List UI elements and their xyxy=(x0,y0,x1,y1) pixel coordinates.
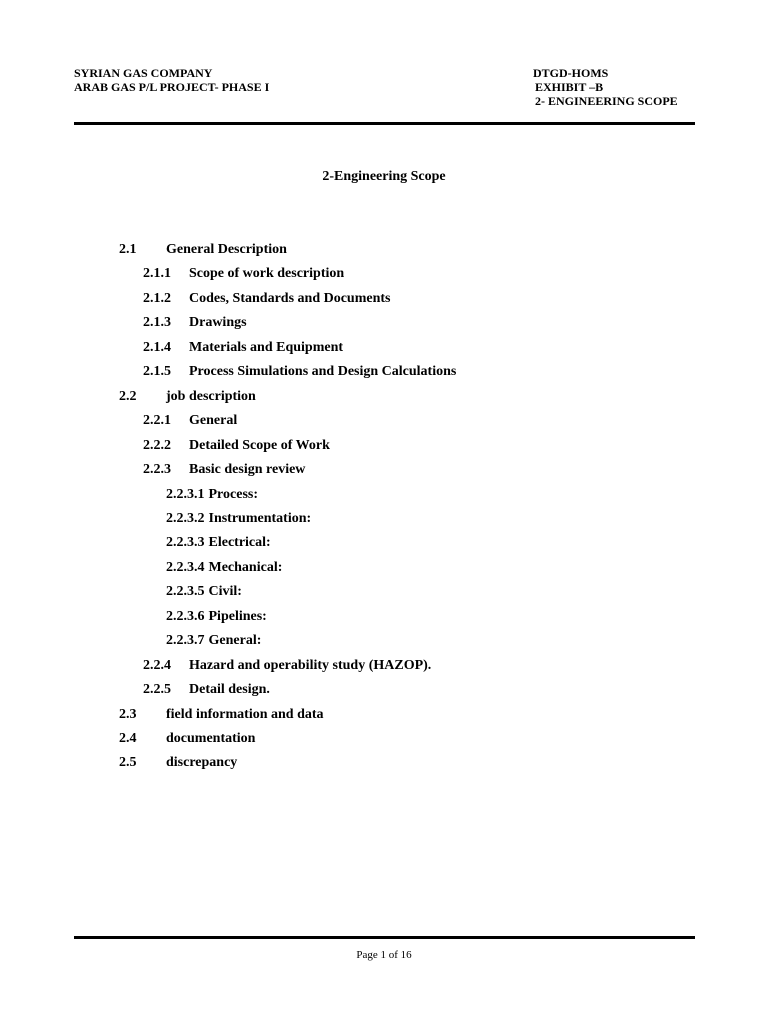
toc-entry-number: 2.2 xyxy=(119,389,137,404)
toc-entry-number: 2.2.3.2 xyxy=(166,511,205,526)
toc-entry-number: 2.1.4 xyxy=(143,340,171,355)
toc-entry-label: documentation xyxy=(166,731,256,746)
toc-entry-number: 2.2.3.6 xyxy=(166,609,205,624)
toc-entry-label: Civil: xyxy=(208,584,242,599)
toc-entry-number: 2.1.2 xyxy=(143,291,171,306)
toc-entry-label: field information and data xyxy=(166,707,324,722)
toc-entry-label: job description xyxy=(166,389,256,404)
toc-entry xyxy=(166,583,242,601)
toc-entry-number: 2.2.3.3 xyxy=(166,535,205,550)
toc-entry-label: Detailed Scope of Work xyxy=(189,438,330,453)
toc-entry-number: 2.4 xyxy=(119,731,137,746)
toc-entry-label: Pipelines: xyxy=(208,609,267,624)
toc-entry-number: 2.1 xyxy=(119,242,137,257)
toc-entry-number: 2.2.3.5 xyxy=(166,584,205,599)
toc-entry xyxy=(166,510,311,528)
toc-entry-number: 2.2.5 xyxy=(143,682,171,697)
toc-entry-label: Process: xyxy=(208,487,258,502)
toc-entry-number: 2.2.3.7 xyxy=(166,633,205,648)
toc-entry-number: 2.2.3.4 xyxy=(166,560,205,575)
toc-entry-label: General: xyxy=(208,633,262,648)
toc-entry-number: 2.1.1 xyxy=(143,266,171,281)
toc-entry-number: 2.2.3.1 xyxy=(166,487,205,502)
toc-entry-number: 2.5 xyxy=(119,755,137,770)
toc-entry xyxy=(166,559,282,577)
toc-entry xyxy=(166,534,271,552)
toc-entry-number: 2.3 xyxy=(119,707,137,722)
toc-entry-label: General Description xyxy=(166,242,287,257)
document-code: DTGD-HOMS xyxy=(533,66,609,80)
toc-entry-number: 2.2.2 xyxy=(143,438,171,453)
toc-entry xyxy=(166,486,258,504)
toc-entry-label: Materials and Equipment xyxy=(189,340,344,355)
toc-entry-label: Electrical: xyxy=(208,535,271,550)
toc-entry-label: Scope of work description xyxy=(189,266,345,281)
toc-entry-label: Mechanical: xyxy=(208,560,283,575)
toc-entry-label: General xyxy=(189,413,238,428)
toc-entry-number: 2.1.3 xyxy=(143,315,171,330)
page-title: 2-Engineering Scope xyxy=(322,169,446,184)
toc-entry-label: Process Simulations and Design Calculations xyxy=(189,364,457,379)
toc-entry-label: Hazard and operability study (HAZOP). xyxy=(189,658,432,673)
project-name: ARAB GAS P/L PROJECT- PHASE I xyxy=(74,80,270,94)
header-divider xyxy=(74,122,695,125)
toc-entry-label: Codes, Standards and Documents xyxy=(189,291,391,306)
footer-divider xyxy=(74,936,695,939)
toc-entry-label: Detail design. xyxy=(189,682,270,697)
toc-entry-number: 2.2.1 xyxy=(143,413,171,428)
toc-entry xyxy=(166,632,261,650)
section-label: 2- ENGINEERING SCOPE xyxy=(535,94,678,108)
toc-entry-number: 2.2.3 xyxy=(143,462,171,477)
toc-entry-number: 2.1.5 xyxy=(143,364,171,379)
toc-entry-number: 2.2.4 xyxy=(143,658,171,673)
toc-entry-label: Instrumentation: xyxy=(208,511,312,526)
toc-entry-label: discrepancy xyxy=(166,755,238,770)
toc-entry xyxy=(166,608,267,626)
company-name: SYRIAN GAS COMPANY xyxy=(74,66,213,80)
toc-entry-label: Drawings xyxy=(189,315,247,330)
page-number: Page 1 of 16 xyxy=(356,949,412,961)
exhibit-label: EXHIBIT –B xyxy=(535,80,604,94)
toc-entry-label: Basic design review xyxy=(189,462,306,477)
